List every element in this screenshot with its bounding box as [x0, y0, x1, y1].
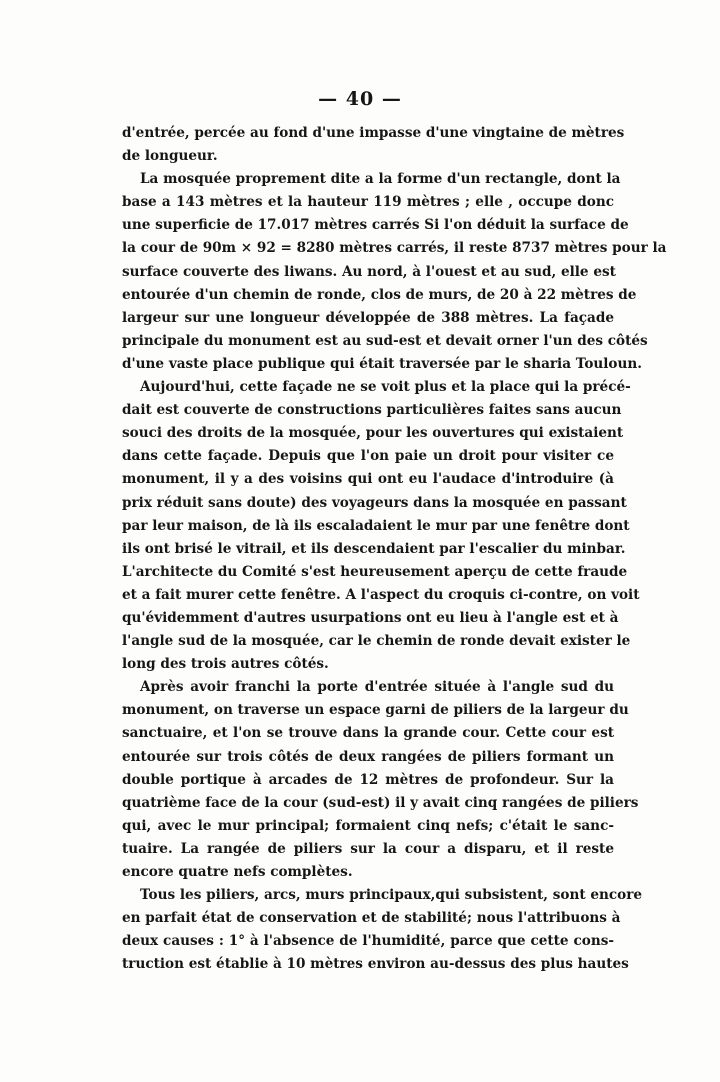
text-line: surface couverte des liwans. Au nord, à l'ouest et au sud, elle est [122, 263, 616, 280]
text-line: entourée d'un chemin de ronde, clos de murs, de 20 à 22 mètres de [122, 286, 637, 303]
text-line: Tous les piliers, arcs, murs principaux,qui subsistent, sont encore [140, 887, 643, 904]
text-line: par leur maison, de là ils escaladaient le mur par une fenêtre dont [122, 517, 630, 534]
paragraph [122, 168, 667, 376]
text-line: long des trois autres côtés. [122, 656, 329, 673]
text-line: en parfait état de conservation et de stabilité; nous l'attribuons à [122, 910, 621, 927]
text-line: dans cette façade. Depuis que l'on paie un droit pour visiter ce [122, 448, 614, 465]
text-line: truction est établie à 10 mètres environ au-dessus des plus hautes [122, 956, 629, 973]
text-line: double portique à arcades de 12 mètres de profondeur. Sur la [122, 771, 614, 788]
text-line: Aujourd'hui, cette façade ne se voit plus et la place qui la précé- [140, 379, 631, 396]
text-line: encore quatre nefs complètes. [122, 864, 353, 880]
text-line: dait est couverte de constructions particulières faites sans aucun [122, 402, 622, 419]
text-line: qu'évidemment d'autres usurpations ont eu lieu à l'angle est et à [122, 609, 619, 626]
text-line: d'entrée, percée au fond d'une impasse d'une vingtaine de mètres [122, 125, 625, 141]
text-line: La mosquée proprement dite a la forme d'un rectangle, dont la [140, 171, 621, 188]
text-line: entourée sur trois côtés de deux rangées de piliers formant un [122, 748, 614, 765]
text-line: prix réduit sans doute) des voyageurs dans la mosquée en passant [122, 494, 627, 511]
text-line: largeur sur une longueur développée de 388 mètres. La façade [122, 309, 614, 326]
text-line: monument, on traverse un espace garni de piliers de la largeur du [122, 702, 629, 719]
text-line: ils ont brisé le vitrail, et ils descendaient par l'escalier du minbar. [122, 540, 626, 557]
text-line: de longueur. [122, 148, 218, 165]
body-text [122, 122, 667, 976]
text-line: qui, avec le mur principal; formaient cinq nefs; c'était le sanc- [122, 817, 614, 834]
text-line: souci des droits de la mosquée, pour les ouvertures qui existaient [122, 425, 624, 442]
paragraph [122, 676, 639, 884]
text-line: base a 143 mètres et la hauteur 119 mètres ; elle , occupe donc [122, 194, 614, 211]
text-line: monument, il y a des voisins qui ont eu l'audace d'introduire (à [122, 471, 614, 488]
text-line: L'architecte du Comité s'est heureusement aperçu de cette fraude [122, 563, 628, 580]
page-number: — 40 — [318, 88, 402, 110]
text-line: quatrième face de la cour (sud-est) il y avait cinq rangées de piliers [122, 794, 639, 811]
text-line: principale du monument est au sud-est et devait orner l'un des côtés [122, 332, 648, 349]
text-line: Après avoir franchi la porte d'entrée située à l'angle sud du [140, 679, 614, 696]
paragraph [122, 122, 625, 168]
text-line: d'une vaste place publique qui était traversée par le sharia Touloun. [122, 355, 643, 372]
text-line: sanctuaire, et l'on se trouve dans la grande cour. Cette cour est [122, 725, 614, 742]
paragraph [122, 884, 643, 976]
text-line: deux causes : 1° à l'absence de l'humidité, parce que cette cons- [122, 933, 614, 950]
text-line: une superficie de 17.017 mètres carrés Si l'on déduit la surface de [122, 217, 629, 234]
text-line: l'angle sud de la mosquée, car le chemin de ronde devait exister le [122, 633, 631, 650]
text-line: tuaire. La rangée de piliers sur la cour a disparu, et il reste [122, 840, 614, 857]
text-line: la cour de 90m × 92 = 8280 mètres carrés, il reste 8737 mètres pour la [122, 240, 667, 257]
text-line: et a fait murer cette fenêtre. A l'aspect du croquis ci-contre, on voit [122, 586, 640, 603]
paragraph [122, 376, 640, 676]
